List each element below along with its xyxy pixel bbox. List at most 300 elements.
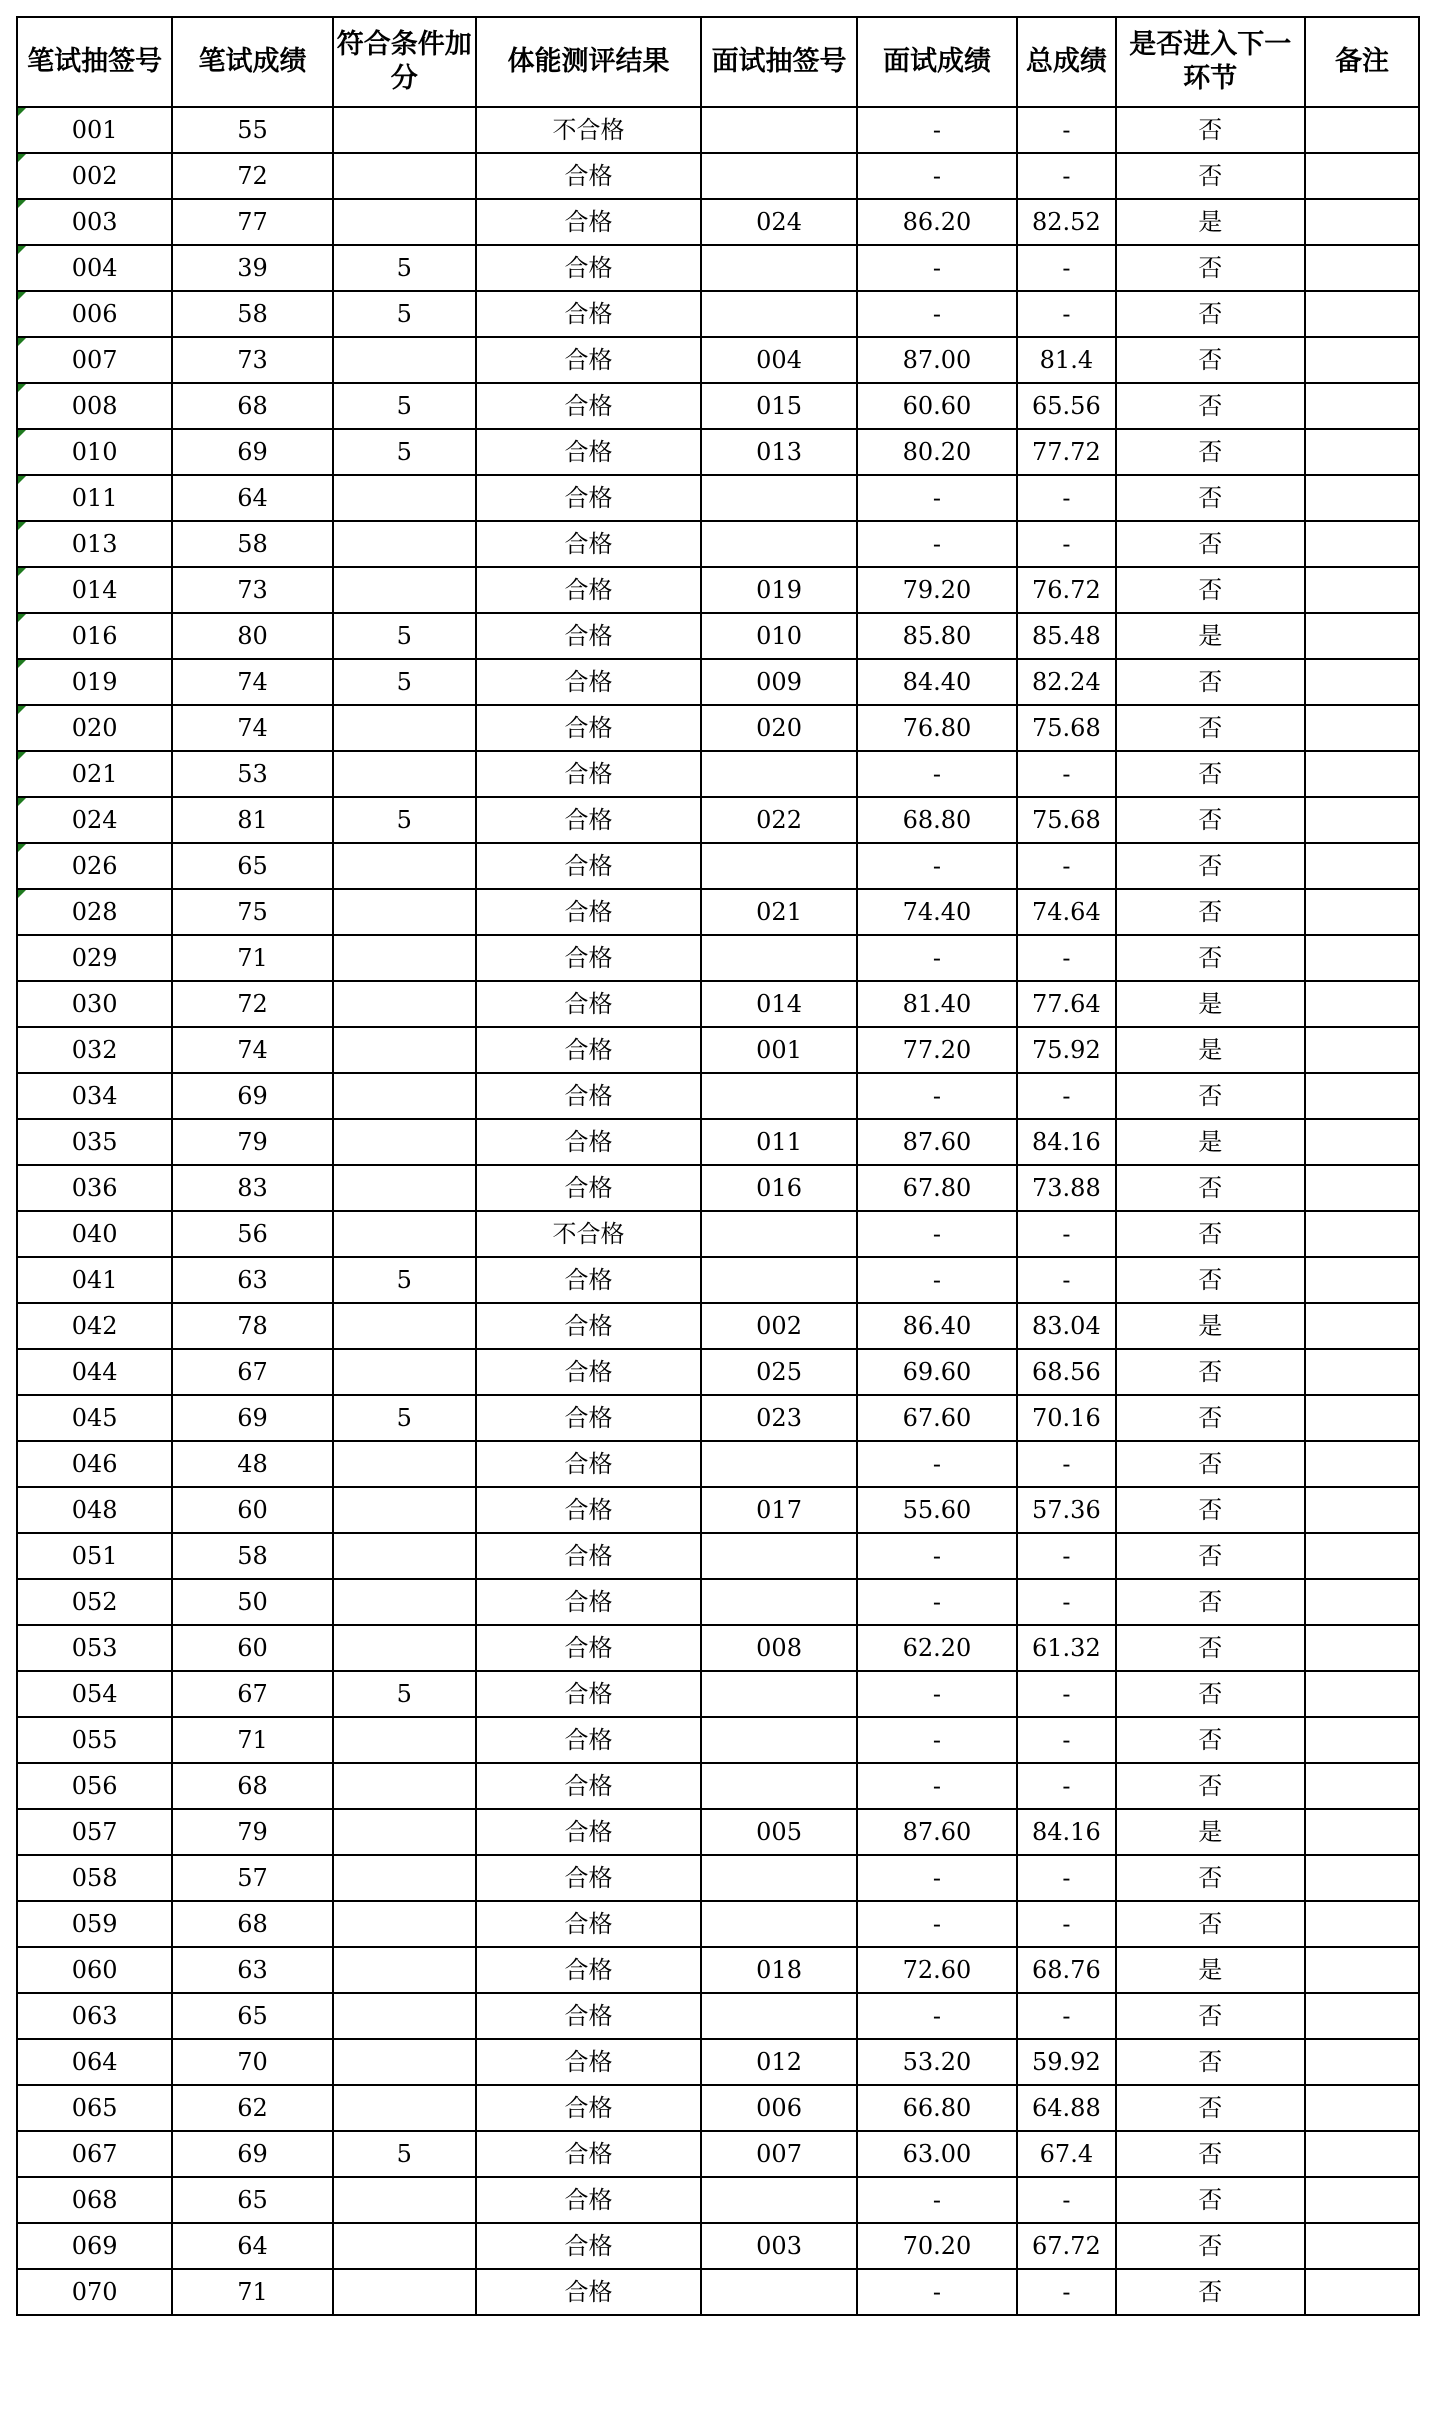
cell-interview-draw-no: 009	[701, 659, 856, 705]
cell-draw-no: 046	[17, 1441, 172, 1487]
cell-bonus	[333, 1441, 476, 1487]
cell-remarks	[1305, 2177, 1419, 2223]
cell-interview-draw-no: 010	[701, 613, 856, 659]
cell-written-score: 48	[172, 1441, 332, 1487]
cell-draw-no: 045	[17, 1395, 172, 1441]
cell-advance: 否	[1116, 429, 1305, 475]
table-row	[17, 1441, 1419, 1487]
cell-interview-draw-no	[701, 1855, 856, 1901]
cell-draw-no: 016	[17, 613, 172, 659]
cell-fitness-result: 合格	[476, 843, 702, 889]
cell-bonus	[333, 521, 476, 567]
cell-interview-score: 87.00	[857, 337, 1017, 383]
cell-advance: 否	[1116, 843, 1305, 889]
cell-bonus	[333, 843, 476, 889]
cell-advance: 是	[1116, 981, 1305, 1027]
cell-bonus	[333, 1027, 476, 1073]
cell-bonus	[333, 2085, 476, 2131]
table-row	[17, 429, 1419, 475]
cell-fitness-result: 合格	[476, 1303, 702, 1349]
cell-draw-no: 024	[17, 797, 172, 843]
cell-interview-score: -	[857, 1855, 1017, 1901]
cell-written-score: 55	[172, 107, 332, 153]
cell-bonus	[333, 705, 476, 751]
cell-advance: 否	[1116, 1487, 1305, 1533]
cell-written-score: 72	[172, 153, 332, 199]
cell-fitness-result: 合格	[476, 383, 702, 429]
cell-interview-draw-no	[701, 245, 856, 291]
cell-total-score: -	[1017, 1671, 1115, 1717]
cell-fitness-result: 合格	[476, 2177, 702, 2223]
table-row	[17, 1257, 1419, 1303]
cell-written-score: 60	[172, 1625, 332, 1671]
cell-remarks	[1305, 981, 1419, 1027]
cell-draw-no: 068	[17, 2177, 172, 2223]
cell-total-score: 68.56	[1017, 1349, 1115, 1395]
cell-total-score: 76.72	[1017, 567, 1115, 613]
cell-total-score: -	[1017, 291, 1115, 337]
cell-interview-draw-no	[701, 1993, 856, 2039]
cell-written-score: 64	[172, 2223, 332, 2269]
cell-bonus: 5	[333, 797, 476, 843]
cell-fitness-result: 合格	[476, 337, 702, 383]
cell-total-score: -	[1017, 1717, 1115, 1763]
cell-total-score: -	[1017, 1763, 1115, 1809]
cell-fitness-result: 合格	[476, 2223, 702, 2269]
cell-written-score: 63	[172, 1257, 332, 1303]
cell-remarks	[1305, 659, 1419, 705]
cell-remarks	[1305, 1763, 1419, 1809]
cell-interview-score: 80.20	[857, 429, 1017, 475]
cell-bonus	[333, 1947, 476, 1993]
cell-written-score: 71	[172, 1717, 332, 1763]
cell-remarks	[1305, 613, 1419, 659]
cell-written-score: 53	[172, 751, 332, 797]
cell-interview-draw-no: 001	[701, 1027, 856, 1073]
table-row	[17, 1303, 1419, 1349]
cell-written-score: 39	[172, 245, 332, 291]
cell-fitness-result: 合格	[476, 981, 702, 1027]
cell-total-score: -	[1017, 475, 1115, 521]
cell-draw-no: 032	[17, 1027, 172, 1073]
cell-remarks	[1305, 1809, 1419, 1855]
cell-written-score: 72	[172, 981, 332, 1027]
cell-interview-score: -	[857, 1257, 1017, 1303]
cell-interview-score: 69.60	[857, 1349, 1017, 1395]
cell-interview-draw-no: 019	[701, 567, 856, 613]
table-row	[17, 797, 1419, 843]
cell-total-score: -	[1017, 1993, 1115, 2039]
cell-advance: 是	[1116, 1947, 1305, 1993]
cell-interview-score: 60.60	[857, 383, 1017, 429]
cell-draw-no: 041	[17, 1257, 172, 1303]
cell-interview-draw-no	[701, 935, 856, 981]
cell-total-score: 67.72	[1017, 2223, 1115, 2269]
cell-total-score: 74.64	[1017, 889, 1115, 935]
cell-interview-score: -	[857, 153, 1017, 199]
table-row	[17, 245, 1419, 291]
cell-advance: 否	[1116, 1211, 1305, 1257]
cell-interview-draw-no	[701, 1717, 856, 1763]
cell-advance: 否	[1116, 797, 1305, 843]
cell-interview-draw-no	[701, 1671, 856, 1717]
cell-interview-score: 53.20	[857, 2039, 1017, 2085]
cell-advance: 否	[1116, 1855, 1305, 1901]
cell-remarks	[1305, 1441, 1419, 1487]
cell-total-score: 75.68	[1017, 797, 1115, 843]
cell-fitness-result: 合格	[476, 199, 702, 245]
cell-fitness-result: 合格	[476, 153, 702, 199]
cell-total-score: 77.64	[1017, 981, 1115, 1027]
cell-total-score: 67.4	[1017, 2131, 1115, 2177]
cell-draw-no: 001	[17, 107, 172, 153]
cell-bonus	[333, 1303, 476, 1349]
cell-draw-no: 070	[17, 2269, 172, 2315]
cell-remarks	[1305, 337, 1419, 383]
cell-interview-score: -	[857, 935, 1017, 981]
cell-interview-score: -	[857, 1671, 1017, 1717]
cell-draw-no: 013	[17, 521, 172, 567]
cell-remarks	[1305, 2269, 1419, 2315]
cell-bonus	[333, 1855, 476, 1901]
table-row	[17, 935, 1419, 981]
cell-draw-no: 030	[17, 981, 172, 1027]
cell-interview-draw-no	[701, 153, 856, 199]
cell-interview-draw-no: 005	[701, 1809, 856, 1855]
cell-bonus	[333, 889, 476, 935]
cell-advance: 否	[1116, 153, 1305, 199]
cell-remarks	[1305, 521, 1419, 567]
cell-fitness-result: 合格	[476, 475, 702, 521]
cell-bonus	[333, 107, 476, 153]
header-row	[17, 17, 1419, 107]
cell-written-score: 57	[172, 1855, 332, 1901]
cell-total-score: -	[1017, 1073, 1115, 1119]
cell-interview-draw-no: 002	[701, 1303, 856, 1349]
cell-fitness-result: 合格	[476, 429, 702, 475]
cell-advance: 否	[1116, 889, 1305, 935]
cell-bonus	[333, 1119, 476, 1165]
cell-advance: 否	[1116, 1073, 1305, 1119]
cell-written-score: 75	[172, 889, 332, 935]
header-bonus: 符合条件加分	[333, 17, 476, 107]
cell-bonus	[333, 1717, 476, 1763]
cell-advance: 否	[1116, 291, 1305, 337]
cell-advance: 否	[1116, 1257, 1305, 1303]
cell-fitness-result: 合格	[476, 1625, 702, 1671]
cell-advance: 否	[1116, 2131, 1305, 2177]
table-row	[17, 2085, 1419, 2131]
cell-fitness-result: 合格	[476, 797, 702, 843]
cell-interview-draw-no	[701, 1441, 856, 1487]
cell-interview-score: 86.40	[857, 1303, 1017, 1349]
cell-fitness-result: 合格	[476, 1809, 702, 1855]
cell-fitness-result: 合格	[476, 521, 702, 567]
cell-interview-draw-no: 023	[701, 1395, 856, 1441]
cell-interview-score: 68.80	[857, 797, 1017, 843]
cell-fitness-result: 合格	[476, 613, 702, 659]
cell-total-score: 68.76	[1017, 1947, 1115, 1993]
cell-interview-draw-no	[701, 1763, 856, 1809]
cell-interview-draw-no	[701, 107, 856, 153]
cell-interview-score: 81.40	[857, 981, 1017, 1027]
cell-written-score: 58	[172, 521, 332, 567]
header-interview-score: 面试成绩	[857, 17, 1017, 107]
cell-advance: 否	[1116, 1165, 1305, 1211]
cell-advance: 否	[1116, 2269, 1305, 2315]
cell-written-score: 65	[172, 1993, 332, 2039]
cell-interview-score: -	[857, 291, 1017, 337]
table-row	[17, 889, 1419, 935]
table-row	[17, 2131, 1419, 2177]
cell-bonus: 5	[333, 429, 476, 475]
cell-advance: 否	[1116, 1901, 1305, 1947]
cell-bonus	[333, 2269, 476, 2315]
cell-interview-score: -	[857, 1211, 1017, 1257]
cell-written-score: 69	[172, 429, 332, 475]
cell-bonus	[333, 751, 476, 797]
cell-bonus	[333, 337, 476, 383]
cell-written-score: 58	[172, 1533, 332, 1579]
cell-draw-no: 006	[17, 291, 172, 337]
cell-remarks	[1305, 153, 1419, 199]
cell-fitness-result: 合格	[476, 2131, 702, 2177]
table-row	[17, 1901, 1419, 1947]
table-row	[17, 567, 1419, 613]
cell-written-score: 73	[172, 337, 332, 383]
table-row	[17, 337, 1419, 383]
table-row	[17, 1119, 1419, 1165]
cell-advance: 否	[1116, 659, 1305, 705]
cell-fitness-result: 合格	[476, 1901, 702, 1947]
cell-written-score: 68	[172, 383, 332, 429]
cell-total-score: 82.24	[1017, 659, 1115, 705]
cell-draw-no: 052	[17, 1579, 172, 1625]
cell-fitness-result: 合格	[476, 1027, 702, 1073]
cell-total-score: -	[1017, 1901, 1115, 1947]
cell-remarks	[1305, 1349, 1419, 1395]
cell-draw-no: 021	[17, 751, 172, 797]
cell-written-score: 56	[172, 1211, 332, 1257]
cell-written-score: 60	[172, 1487, 332, 1533]
cell-remarks	[1305, 889, 1419, 935]
cell-written-score: 65	[172, 843, 332, 889]
cell-bonus	[333, 1165, 476, 1211]
cell-total-score: 81.4	[1017, 337, 1115, 383]
cell-written-score: 74	[172, 1027, 332, 1073]
cell-draw-no: 011	[17, 475, 172, 521]
table-row	[17, 2177, 1419, 2223]
cell-remarks	[1305, 245, 1419, 291]
cell-written-score: 67	[172, 1349, 332, 1395]
cell-advance: 否	[1116, 1349, 1305, 1395]
cell-bonus: 5	[333, 2131, 476, 2177]
cell-remarks	[1305, 291, 1419, 337]
cell-interview-draw-no	[701, 1533, 856, 1579]
cell-fitness-result: 合格	[476, 1855, 702, 1901]
cell-remarks	[1305, 107, 1419, 153]
table-row	[17, 1487, 1419, 1533]
cell-remarks	[1305, 1119, 1419, 1165]
cell-interview-draw-no: 016	[701, 1165, 856, 1211]
cell-remarks	[1305, 1395, 1419, 1441]
cell-draw-no: 056	[17, 1763, 172, 1809]
table-row	[17, 199, 1419, 245]
cell-interview-score: 87.60	[857, 1809, 1017, 1855]
cell-interview-score: -	[857, 1533, 1017, 1579]
cell-total-score: 73.88	[1017, 1165, 1115, 1211]
cell-remarks	[1305, 567, 1419, 613]
cell-advance: 是	[1116, 199, 1305, 245]
cell-draw-no: 044	[17, 1349, 172, 1395]
cell-written-score: 65	[172, 2177, 332, 2223]
cell-advance: 否	[1116, 2223, 1305, 2269]
cell-written-score: 79	[172, 1809, 332, 1855]
cell-written-score: 83	[172, 1165, 332, 1211]
cell-total-score: 82.52	[1017, 199, 1115, 245]
cell-total-score: 75.92	[1017, 1027, 1115, 1073]
cell-written-score: 78	[172, 1303, 332, 1349]
table-row	[17, 1993, 1419, 2039]
cell-remarks	[1305, 1165, 1419, 1211]
cell-interview-draw-no: 025	[701, 1349, 856, 1395]
cell-total-score: 59.92	[1017, 2039, 1115, 2085]
cell-interview-score: -	[857, 1441, 1017, 1487]
cell-draw-no: 058	[17, 1855, 172, 1901]
cell-written-score: 50	[172, 1579, 332, 1625]
cell-advance: 否	[1116, 2039, 1305, 2085]
cell-total-score: 85.48	[1017, 613, 1115, 659]
cell-bonus	[333, 1211, 476, 1257]
cell-interview-draw-no	[701, 291, 856, 337]
cell-interview-draw-no: 007	[701, 2131, 856, 2177]
cell-advance: 否	[1116, 1625, 1305, 1671]
cell-fitness-result: 合格	[476, 291, 702, 337]
cell-fitness-result: 合格	[476, 1763, 702, 1809]
cell-remarks	[1305, 2131, 1419, 2177]
cell-draw-no: 034	[17, 1073, 172, 1119]
table-row	[17, 1809, 1419, 1855]
cell-advance: 否	[1116, 337, 1305, 383]
cell-written-score: 69	[172, 2131, 332, 2177]
cell-advance: 是	[1116, 613, 1305, 659]
cell-interview-score: -	[857, 107, 1017, 153]
cell-bonus: 5	[333, 659, 476, 705]
cell-draw-no: 067	[17, 2131, 172, 2177]
cell-draw-no: 057	[17, 1809, 172, 1855]
cell-advance: 否	[1116, 705, 1305, 751]
cell-remarks	[1305, 1579, 1419, 1625]
cell-fitness-result: 合格	[476, 1073, 702, 1119]
cell-fitness-result: 合格	[476, 935, 702, 981]
cell-interview-draw-no: 003	[701, 2223, 856, 2269]
cell-written-score: 77	[172, 199, 332, 245]
cell-interview-score: -	[857, 1763, 1017, 1809]
cell-advance: 否	[1116, 2085, 1305, 2131]
cell-draw-no: 051	[17, 1533, 172, 1579]
cell-total-score: -	[1017, 1211, 1115, 1257]
table-row	[17, 383, 1419, 429]
cell-remarks	[1305, 1257, 1419, 1303]
cell-advance: 否	[1116, 567, 1305, 613]
cell-fitness-result: 合格	[476, 1671, 702, 1717]
cell-total-score: -	[1017, 153, 1115, 199]
cell-interview-draw-no	[701, 521, 856, 567]
cell-draw-no: 055	[17, 1717, 172, 1763]
cell-interview-score: -	[857, 475, 1017, 521]
cell-fitness-result: 合格	[476, 2269, 702, 2315]
cell-fitness-result: 合格	[476, 1119, 702, 1165]
cell-interview-score: -	[857, 2269, 1017, 2315]
cell-total-score: -	[1017, 2269, 1115, 2315]
cell-bonus	[333, 1579, 476, 1625]
table-row	[17, 1763, 1419, 1809]
cell-draw-no: 007	[17, 337, 172, 383]
cell-interview-score: -	[857, 1993, 1017, 2039]
cell-total-score: -	[1017, 1441, 1115, 1487]
cell-remarks	[1305, 797, 1419, 843]
cell-interview-draw-no	[701, 1579, 856, 1625]
cell-total-score: 83.04	[1017, 1303, 1115, 1349]
cell-written-score: 74	[172, 659, 332, 705]
table-row	[17, 1027, 1419, 1073]
cell-fitness-result: 不合格	[476, 1211, 702, 1257]
cell-interview-draw-no: 012	[701, 2039, 856, 2085]
cell-remarks	[1305, 2039, 1419, 2085]
cell-advance: 否	[1116, 1579, 1305, 1625]
table-row	[17, 1947, 1419, 1993]
cell-interview-score: -	[857, 1901, 1017, 1947]
cell-total-score: -	[1017, 935, 1115, 981]
cell-written-score: 79	[172, 1119, 332, 1165]
cell-draw-no: 059	[17, 1901, 172, 1947]
cell-interview-score: -	[857, 1717, 1017, 1763]
cell-advance: 是	[1116, 1809, 1305, 1855]
cell-advance: 否	[1116, 521, 1305, 567]
cell-written-score: 62	[172, 2085, 332, 2131]
cell-bonus	[333, 475, 476, 521]
table-row	[17, 1625, 1419, 1671]
cell-interview-draw-no: 020	[701, 705, 856, 751]
cell-interview-draw-no: 021	[701, 889, 856, 935]
cell-remarks	[1305, 1303, 1419, 1349]
cell-fitness-result: 合格	[476, 1165, 702, 1211]
cell-written-score: 63	[172, 1947, 332, 1993]
cell-written-score: 68	[172, 1763, 332, 1809]
cell-fitness-result: 合格	[476, 1533, 702, 1579]
cell-total-score: 61.32	[1017, 1625, 1115, 1671]
cell-remarks	[1305, 1487, 1419, 1533]
cell-interview-draw-no	[701, 1073, 856, 1119]
cell-total-score: -	[1017, 1855, 1115, 1901]
cell-draw-no: 065	[17, 2085, 172, 2131]
cell-bonus	[333, 1809, 476, 1855]
cell-remarks	[1305, 199, 1419, 245]
cell-draw-no: 008	[17, 383, 172, 429]
table-row	[17, 2223, 1419, 2269]
cell-total-score: 65.56	[1017, 383, 1115, 429]
cell-remarks	[1305, 1947, 1419, 1993]
cell-interview-draw-no: 011	[701, 1119, 856, 1165]
cell-bonus	[333, 567, 476, 613]
cell-fitness-result: 合格	[476, 1579, 702, 1625]
table-row	[17, 1349, 1419, 1395]
cell-draw-no: 028	[17, 889, 172, 935]
cell-interview-score: -	[857, 1579, 1017, 1625]
cell-advance: 否	[1116, 1395, 1305, 1441]
cell-interview-draw-no	[701, 475, 856, 521]
header-interview-draw-no: 面试抽签号	[701, 17, 856, 107]
